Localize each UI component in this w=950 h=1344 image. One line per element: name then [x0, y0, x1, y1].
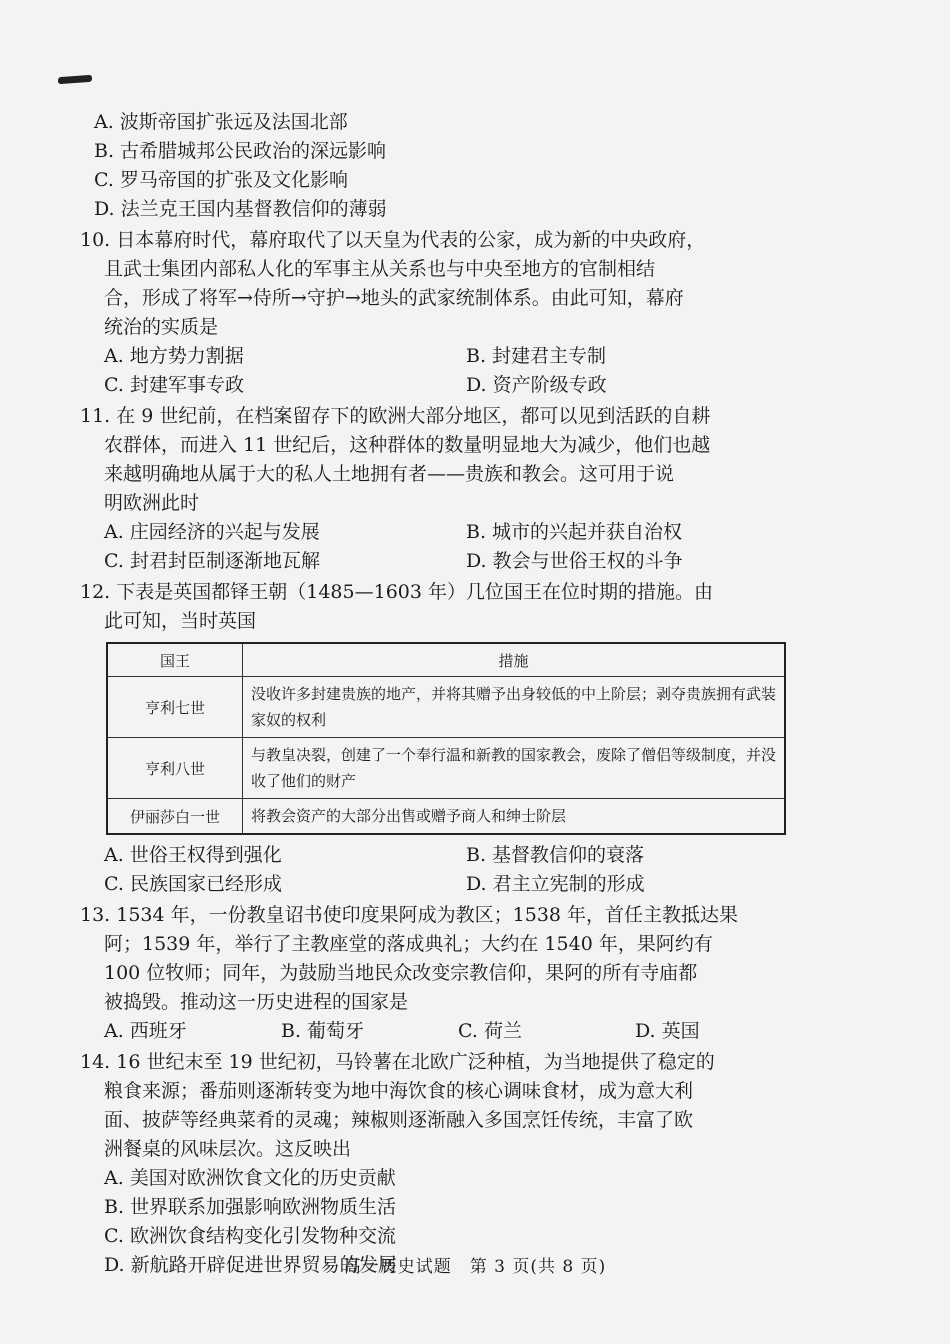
q14-option-a: A. 美国对欧洲饮食文化的历史贡献: [104, 1167, 396, 1189]
q14-line: 粮食来源；番茄则逐渐转变为地中海饮食的核心调味食材，成为意大利: [104, 1080, 694, 1102]
page-footer: 高一历史试题 第 3 页(共 8 页): [343, 1257, 607, 1277]
question-10: [80, 226, 812, 400]
q10-option-a: A. 地方势力割据: [104, 345, 244, 367]
q11-line: 明欧洲此时: [104, 492, 200, 514]
q10-line: 合，形成了将军→侍所→守护→地头的武家统制体系。由此可知，幕府: [104, 287, 684, 309]
table-row: [107, 799, 785, 835]
q13-option-a: A. 西班牙: [104, 1020, 187, 1042]
q10-line: 统治的实质是: [104, 316, 219, 338]
q14-option-d: D. 新航路开辟促进世界贸易的发展: [104, 1254, 397, 1276]
question-13: [80, 901, 812, 1046]
table-header-row: [107, 643, 785, 677]
q14-option-c: C. 欧洲饮食结构变化引发物种交流: [104, 1225, 396, 1247]
scan-mark: [58, 75, 92, 84]
q13-option-b: B. 葡萄牙: [281, 1020, 365, 1042]
question-14: [80, 1048, 812, 1280]
q11-option-c: C. 封君封臣制逐渐地瓦解: [104, 550, 320, 572]
q9-option-b: B. 古希腊城邦公民政治的深远影响: [94, 140, 387, 162]
q9-option-d: D. 法兰克王国内基督教信仰的薄弱: [94, 198, 387, 220]
q14-option-b: B. 世界联系加强影响欧洲物质生活: [104, 1196, 397, 1218]
question-12: [80, 578, 812, 899]
q13-line: 阿；1539 年，举行了主教座堂的落成典礼；大约在 1540 年，果阿约有: [104, 933, 713, 955]
table-cell-king: 伊丽莎白一世: [107, 799, 243, 835]
table-cell-king: 亨利八世: [107, 738, 243, 799]
q12-option-a: A. 世俗王权得到强化: [104, 844, 282, 866]
table-cell-measure: 与教皇决裂，创建了一个奉行温和新教的国家教会，废除了僧侣等级制度，并没收了他们的财产: [243, 738, 786, 799]
q11-line: 来越明确地从属于大的私人土地拥有者——贵族和教会。这可用于说: [104, 463, 675, 485]
q9-options: [92, 108, 812, 224]
q11-option-b: B. 城市的兴起并获自治权: [466, 521, 683, 543]
exam-content: [80, 108, 812, 1280]
q13-option-d: D. 英国: [635, 1020, 700, 1042]
tudor-measures-table: [106, 642, 786, 835]
q9-option-c: C. 罗马帝国的扩张及文化影响: [94, 169, 348, 191]
table-cell-measure: 没收许多封建贵族的地产，并将其赠予出身较低的中上阶层；剥夺贵族拥有武装家奴的权利: [243, 677, 786, 738]
table-cell-king: 亨利七世: [107, 677, 243, 738]
q14-line: 14. 16 世纪末至 19 世纪初，马铃薯在北欧广泛种植，为当地提供了稳定的: [80, 1051, 715, 1073]
q13-line: 100 位牧师；同年，为鼓励当地民众改变宗教信仰，果阿的所有寺庙都: [104, 962, 698, 984]
q13-option-c: C. 荷兰: [458, 1020, 522, 1042]
q11-option-d: D. 教会与世俗王权的斗争: [466, 550, 683, 572]
q14-line: 洲餐桌的风味层次。这反映出: [104, 1138, 352, 1160]
table-row: [107, 738, 785, 799]
question-11: [80, 402, 812, 576]
table-row: [107, 677, 785, 738]
q10-line: 10. 日本幕府时代，幕府取代了以天皇为代表的公家，成为新的中央政府，: [80, 229, 706, 251]
q12-line: 12. 下表是英国都铎王朝（1485—1603 年）几位国王在位时期的措施。由: [80, 581, 714, 603]
q11-option-a: A. 庄园经济的兴起与发展: [104, 521, 320, 543]
table-cell-measure: 将教会资产的大部分出售或赠予商人和绅士阶层: [243, 799, 786, 835]
q10-option-b: B. 封建君主专制: [466, 345, 607, 367]
q12-option-d: D. 君主立宪制的形成: [466, 873, 645, 895]
q9-option-a: A. 波斯帝国扩张远及法国北部: [94, 111, 348, 133]
q10-line: 且武士集团内部私人化的军事主从关系也与中央至地方的官制相结: [104, 258, 656, 280]
q12-line: 此可知，当时英国: [104, 610, 257, 632]
q11-line: 农群体，而进入 11 世纪后，这种群体的数量明显地大为减少，他们也越: [104, 434, 711, 456]
q10-option-c: C. 封建军事专政: [104, 374, 244, 396]
q13-line: 13. 1534 年，一份教皇诏书使印度果阿成为教区；1538 年，首任主教抵达果: [80, 904, 739, 926]
q11-line: 11. 在 9 世纪前，在档案留存下的欧洲大部分地区，都可以见到活跃的自耕: [80, 405, 711, 427]
q12-option-c: C. 民族国家已经形成: [104, 873, 282, 895]
q10-option-d: D. 资产阶级专政: [466, 374, 607, 396]
q13-line: 被捣毁。推动这一历史进程的国家是: [104, 991, 409, 1013]
q12-option-b: B. 基督教信仰的衰落: [466, 844, 645, 866]
table-header-measure: 措施: [243, 643, 786, 677]
table-header-king: 国王: [107, 643, 243, 677]
q14-line: 面、披萨等经典菜肴的灵魂；辣椒则逐渐融入多国烹饪传统，丰富了欧: [104, 1109, 694, 1131]
